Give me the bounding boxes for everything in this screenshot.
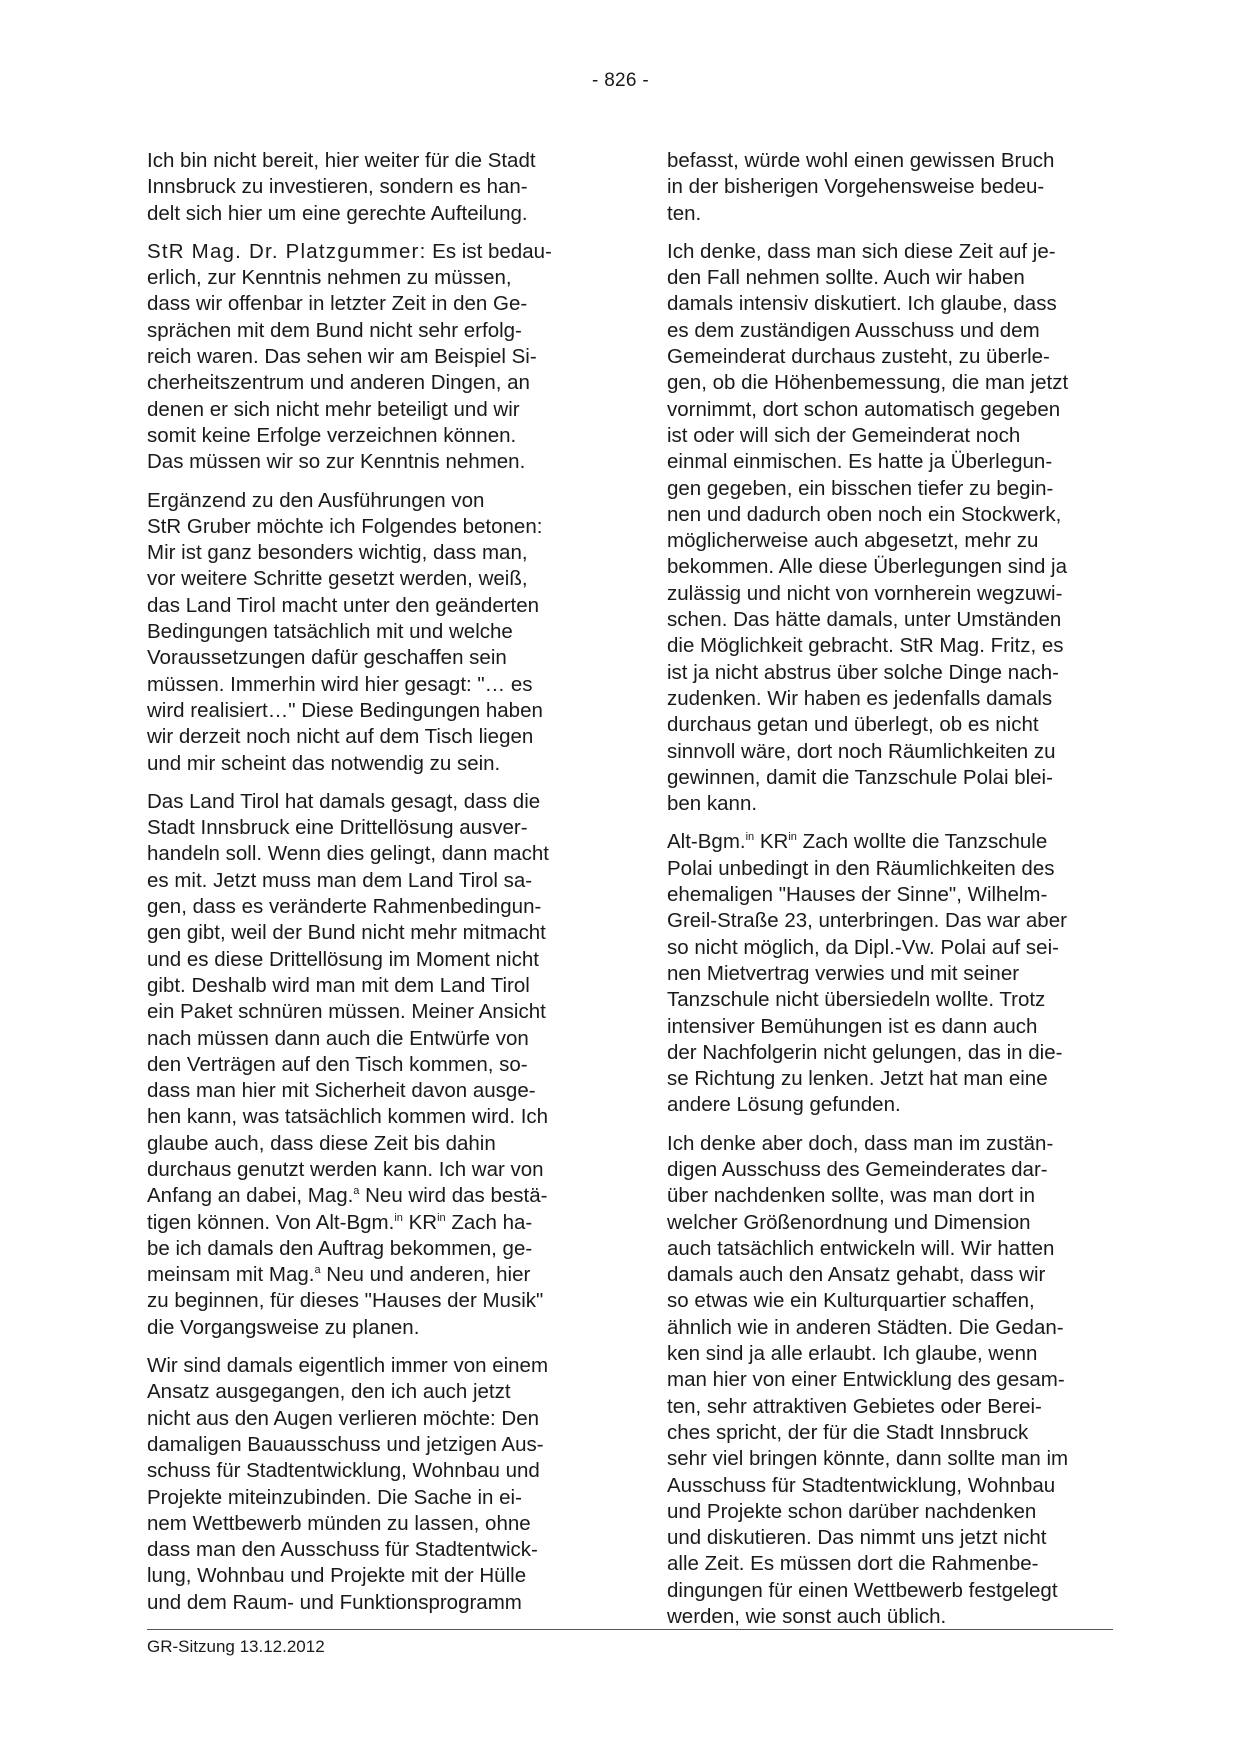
text-line: hen kann, was tatsächlich kommen wird. Ich	[147, 1105, 549, 1129]
text-line: dass wir offenbar in letzter Zeit in den Ge-	[147, 292, 528, 316]
text-line: damaligen Bauausschuss und jetzigen Aus-	[147, 1432, 544, 1456]
text-line: der Nachfolgerin nicht gelungen, das in die-	[667, 1040, 1063, 1064]
text-line: alle Zeit. Es müssen dort die Rahmenbe-	[667, 1552, 1039, 1576]
text-line: ein Paket schnüren müssen. Meiner Ansicht	[147, 1000, 546, 1024]
text-line: und mir scheint das notwendig zu sein.	[147, 751, 501, 775]
text-line: Ausschuss für Stadtentwicklung, Wohnbau	[667, 1473, 1056, 1497]
text-line: auch tatsächlich entwickeln will. Wir hatten	[667, 1236, 1055, 1260]
text-line: Es ist bedau-	[426, 239, 552, 263]
text-line: denen er sich nicht mehr beteiligt und wir	[147, 397, 520, 421]
text-line: werden, wie sonst auch üblich.	[667, 1605, 947, 1629]
paragraph	[147, 488, 593, 777]
right-text-column	[667, 148, 1113, 1642]
text-line: Projekte miteinzubinden. Die Sache in ei-	[147, 1485, 522, 1509]
text-line: ken sind ja alle erlaubt. Ich glaube, wenn	[667, 1342, 1038, 1366]
text-line: dingungen für einen Wettbewerb festgelegt	[667, 1578, 1058, 1602]
text-line: Bedingungen tatsächlich mit und welche	[147, 620, 513, 644]
text-line: nen und dadurch oben noch ein Stockwerk,	[667, 502, 1062, 526]
paragraph	[667, 1131, 1113, 1631]
left-text-column	[147, 148, 593, 1628]
text-line: delt sich hier um eine gerechte Aufteilung.	[147, 201, 528, 225]
text-line: es dem zuständigen Ausschuss und dem	[667, 318, 1040, 342]
text-line: ehemaligen "Hauses der Sinne", Wilhelm-	[667, 883, 1048, 907]
footer-divider	[147, 1629, 1113, 1630]
text-line: gewinnen, damit die Tanzschule Polai blei-	[667, 765, 1053, 789]
text-line: gen gegeben, ein bisschen tiefer zu begin-	[667, 476, 1054, 500]
text-line: Ansatz ausgegangen, den ich auch jetzt	[147, 1380, 511, 1404]
text-line: ähnlich wie in anderen Städten. Die Gedan-	[667, 1315, 1064, 1339]
text-line: ten.	[667, 201, 702, 225]
text-line: man hier von einer Entwicklung des gesam-	[667, 1368, 1065, 1392]
text-line: nem Wettbewerb münden zu lassen, ohne	[147, 1511, 531, 1535]
paragraph	[147, 1353, 593, 1616]
text-line: intensiver Bemühungen ist es dann auch	[667, 1014, 1038, 1038]
text-line: sinnvoll wäre, dort noch Räumlichkeiten zu	[667, 739, 1056, 763]
text-line: Innsbruck zu investieren, sondern es han-	[147, 175, 528, 199]
text-line: ist ja nicht abstrus über solche Dinge nach-	[667, 660, 1059, 684]
text-line: sprächen mit dem Bund nicht sehr erfolg-	[147, 318, 522, 342]
text-line: StR Gruber möchte ich Folgendes betonen:	[147, 514, 543, 538]
text-line: Ich denke aber doch, dass man im zustän-	[667, 1131, 1054, 1155]
text-line: die Vorgangsweise zu planen.	[147, 1315, 420, 1339]
text-line: einmal einmischen. Es hatte ja Überlegun-	[667, 450, 1053, 474]
text-line: nen Mietvertrag verwies und mit seiner	[667, 961, 1020, 985]
text-line: nicht aus den Augen verlieren möchte: Den	[147, 1406, 540, 1430]
text-line: andere Lösung gefunden.	[667, 1093, 901, 1117]
paragraph	[147, 148, 593, 227]
text-line: die Möglichkeit gebracht. StR Mag. Fritz, es	[667, 634, 1064, 658]
text-line: Das Land Tirol hat damals gesagt, dass die	[147, 789, 541, 813]
text-line: gen, ob die Höhenbemessung, die man jetzt	[667, 371, 1069, 395]
footer-session-date: GR-Sitzung 13.12.2012	[147, 1637, 325, 1656]
text-line: durchaus genutzt werden kann. Ich war von	[147, 1157, 544, 1181]
text-line: gen gibt, weil der Bund nicht mehr mitmacht	[147, 921, 546, 945]
text-line: reich waren. Das sehen wir am Beispiel Si-	[147, 345, 537, 369]
text-line: und dem Raum- und Funktionsprogramm	[147, 1590, 522, 1614]
text-line: Greil-Straße 23, unterbringen. Das war aber	[667, 909, 1067, 933]
text-line: lung, Wohnbau und Projekte mit der Hülle	[147, 1564, 527, 1588]
text-line: durchaus getan und überlegt, ob es nicht	[667, 713, 1039, 737]
text-line: zu beginnen, für dieses "Hauses der Musik"	[147, 1289, 544, 1313]
text-line: be ich damals den Auftrag bekommen, ge-	[147, 1236, 533, 1260]
text-line: vor weitere Schritte gesetzt werden, weiß,	[147, 567, 528, 591]
paragraph	[147, 239, 593, 476]
text-line: Gemeinderat durchaus zusteht, zu überle-	[667, 345, 1050, 369]
text-line: müssen. Immerhin wird hier gesagt: "… es	[147, 672, 533, 696]
paragraph	[667, 239, 1113, 818]
text-line: und es diese Drittellösung im Moment nicht	[147, 947, 539, 971]
text-line: zulässig und nicht von vornherein wegzuwi-	[667, 581, 1063, 605]
text-line: wird realisiert…" Diese Bedingungen haben	[147, 698, 543, 722]
text-line: es mit. Jetzt muss man dem Land Tirol sa-	[147, 868, 533, 892]
text-line: Anfang an dabei, Mag.$^a$ Neu wird das bestä-	[147, 1184, 548, 1208]
text-line: glaube auch, dass diese Zeit bis dahin	[147, 1131, 496, 1155]
text-line: se Richtung zu lenken. Jetzt hat man eine	[667, 1067, 1048, 1091]
text-line: sehr viel bringen könnte, dann sollte man im	[667, 1447, 1069, 1471]
text-line: ben kann.	[667, 792, 758, 816]
text-line: möglicherweise auch abgesetzt, mehr zu	[667, 529, 1039, 553]
text-line: schuss für Stadtentwicklung, Wohnbau und	[147, 1459, 540, 1483]
text-line: digen Ausschuss des Gemeinderates dar-	[667, 1157, 1048, 1181]
text-line: vornimmt, dort schon automatisch gegeben	[667, 397, 1061, 421]
text-line: dass man hier mit Sicherheit davon ausge-	[147, 1079, 536, 1103]
text-line: damals auch den Ansatz gehabt, dass wir	[667, 1263, 1046, 1287]
text-line: Ergänzend zu den Ausführungen von	[147, 488, 485, 512]
text-line: und Projekte schon darüber nachdenken	[667, 1499, 1037, 1523]
text-line: gen, dass es veränderte Rahmenbedingun-	[147, 895, 542, 919]
text-line: über nachdenken sollte, was man dort in	[667, 1184, 1036, 1208]
text-line: den Fall nehmen sollte. Auch wir haben	[667, 266, 1025, 290]
text-line: den Verträgen auf den Tisch kommen, so-	[147, 1052, 528, 1076]
text-line: Das müssen wir so zur Kenntnis nehmen.	[147, 450, 526, 474]
text-line: ten, sehr attraktiven Gebietes oder Berei-	[667, 1394, 1042, 1418]
text-line: das Land Tirol macht unter den geänderten	[147, 593, 540, 617]
text-line: erlich, zur Kenntnis nehmen zu müssen,	[147, 266, 512, 290]
paragraph	[147, 789, 593, 1341]
speaker-name: StR Mag. Dr. Platzgummer:	[147, 239, 427, 263]
text-line: cherheitszentrum und anderen Dingen, an	[147, 371, 530, 395]
text-line: tigen können. Von Alt-Bgm.$^{in}$ $KR^{in}$ Zach ha-	[147, 1210, 533, 1234]
text-line: Polai unbedingt in den Räumlichkeiten des	[667, 856, 1055, 880]
text-line: Mir ist ganz besonders wichtig, dass man,	[147, 541, 528, 565]
text-line: in der bisherigen Vorgehensweise bedeu-	[667, 175, 1045, 199]
text-line: welcher Größenordnung und Dimension	[667, 1210, 1031, 1234]
paragraph	[667, 829, 1113, 1118]
text-line: schen. Das hätte damals, unter Umständen	[667, 608, 1062, 632]
text-line: so etwas wie ein Kulturquartier schaffen,	[667, 1289, 1035, 1313]
text-line: bekommen. Alle diese Überlegungen sind ja	[667, 555, 1068, 579]
text-line: Ich bin nicht bereit, hier weiter für die Stadt	[147, 149, 536, 172]
text-line: Alt-Bgm.$^{in}$ $KR^{in}$ Zach wollte die Tanzschule	[667, 830, 1048, 854]
text-line: somit keine Erfolge verzeichnen können.	[147, 423, 517, 447]
text-line: nach müssen dann auch die Entwürfe von	[147, 1026, 529, 1050]
text-line: dass man den Ausschuss für Stadtentwick-	[147, 1538, 538, 1562]
text-line: Voraussetzungen dafür geschaffen sein	[147, 646, 507, 670]
text-line: so nicht möglich, da Dipl.-Vw. Polai auf sei-	[667, 935, 1059, 959]
text-line: wir derzeit noch nicht auf dem Tisch liegen	[147, 725, 534, 749]
text-line: ist oder will sich der Gemeinderat noch	[667, 423, 1021, 447]
text-line: Tanzschule nicht übersiedeln wollte. Trotz	[667, 988, 1046, 1012]
paragraph	[667, 148, 1113, 227]
text-line: damals intensiv diskutiert. Ich glaube, dass	[667, 292, 1057, 316]
page-number: - 826 -	[591, 70, 649, 91]
text-line: und diskutieren. Das nimmt uns jetzt nicht	[667, 1526, 1047, 1550]
text-line: Wir sind damals eigentlich immer von einem	[147, 1354, 549, 1378]
text-line: Stadt Innsbruck eine Drittellösung ausver-	[147, 816, 528, 840]
text-line: befasst, würde wohl einen gewissen Bruch	[667, 149, 1055, 172]
text-line: handeln soll. Wenn dies gelingt, dann macht	[147, 842, 549, 866]
text-line: ches spricht, der für die Stadt Innsbruck	[667, 1420, 1029, 1444]
text-line: meinsam mit Mag.$^a$ Neu und anderen, hier	[147, 1263, 531, 1287]
text-line: gibt. Deshalb wird man mit dem Land Tirol	[147, 973, 530, 997]
text-line: zudenken. Wir haben es jedenfalls damals	[667, 686, 1053, 710]
text-line: Ich denke, dass man sich diese Zeit auf je-	[667, 239, 1056, 263]
